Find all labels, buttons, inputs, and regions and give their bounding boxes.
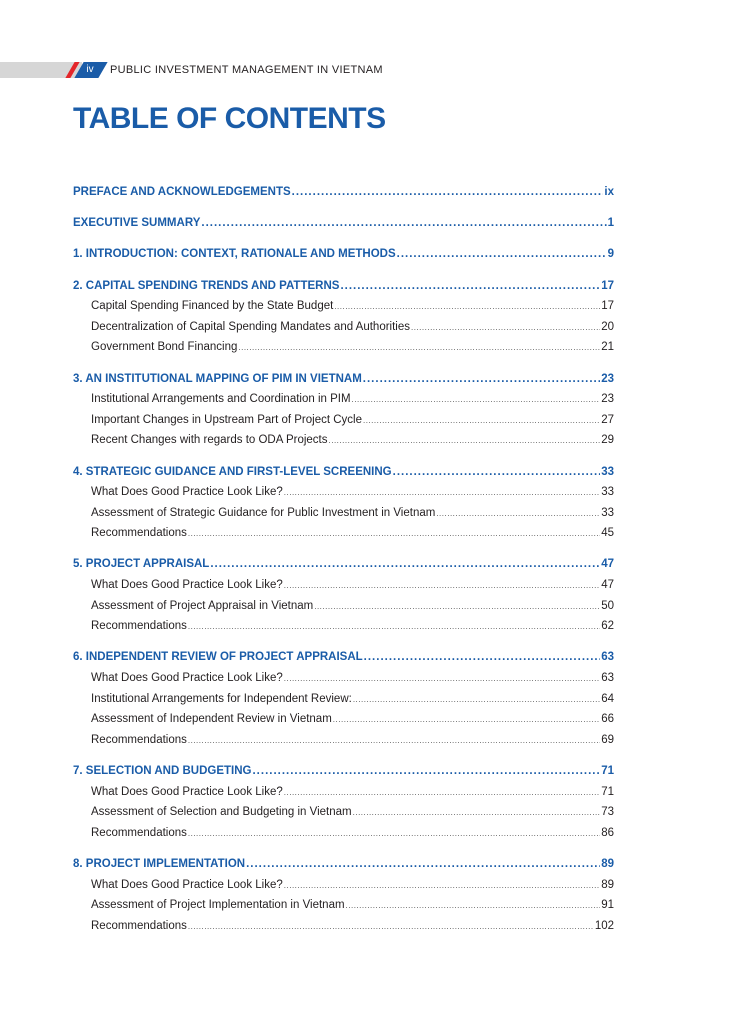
toc-section-entry[interactable] [73, 827, 614, 848]
toc-chapter-entry-label: 8. PROJECT IMPLEMENTATION [73, 857, 246, 870]
toc-chapter-entry-label: 6. INDEPENDENT REVIEW OF PROJECT APPRAISAL [73, 651, 363, 664]
toc-section-entry-page: 27 [601, 413, 614, 426]
toc-section-entry-page: 33 [601, 486, 614, 499]
toc-section-entry[interactable] [73, 920, 614, 941]
toc-section-entry-page: 63 [601, 672, 614, 685]
toc-section-entry[interactable] [73, 672, 614, 693]
toc-section-entry[interactable] [73, 786, 614, 807]
toc-section-entry[interactable] [73, 734, 614, 755]
toc-section-entry-page: 64 [601, 692, 614, 705]
dot-leader [314, 602, 600, 611]
toc-section-entry-label: Recommendations [91, 620, 187, 633]
toc-chapter-entry-label: 4. STRATEGIC GUIDANCE AND FIRST-LEVEL SCREENING [73, 465, 392, 478]
dot-leader [284, 581, 600, 590]
toc-section-entry-label: Recommendations [91, 527, 187, 540]
toc-chapter-entry-page: 1 [607, 217, 614, 230]
dot-leader [397, 248, 607, 260]
toc-section-entry[interactable] [73, 527, 614, 548]
toc-chapter-entry[interactable] [73, 373, 614, 394]
toc-section-entry[interactable] [73, 414, 614, 435]
toc-section-entry-label: What Does Good Practice Look Like? [91, 878, 283, 891]
toc-section-entry-page: 33 [601, 506, 614, 519]
dot-leader [252, 765, 600, 777]
toc-section-entry-label: Institutional Arrangements for Independent Review: [91, 692, 352, 705]
toc-section-entry-label: Important Changes in Upstream Part of Project Cycle [91, 413, 363, 426]
toc-section-entry-page: 62 [601, 620, 614, 633]
toc-chapter-entry[interactable] [73, 248, 614, 269]
toc-chapter-entry[interactable] [73, 651, 614, 672]
toc-section-entry-page: 69 [601, 733, 614, 746]
toc-chapter-entry-label: EXECUTIVE SUMMARY [73, 217, 201, 230]
toc-section-entry-label: Institutional Arrangements and Coordination in PIM [91, 393, 351, 406]
toc-section-entry-page: 23 [601, 393, 614, 406]
toc-chapter-entry-label: 2. CAPITAL SPENDING TRENDS AND PATTERNS [73, 279, 340, 292]
toc-section-entry-label: What Does Good Practice Look Like? [91, 579, 283, 592]
toc-section-entry-page: 86 [601, 826, 614, 839]
toc-chapter-entry-page: ix [604, 186, 614, 198]
toc-section-entry[interactable] [73, 600, 614, 621]
toc-section-entry-label: Assessment of Independent Review in Vietnam [91, 713, 332, 726]
toc-chapter-entry-page: 63 [601, 651, 614, 664]
dot-leader [284, 488, 600, 497]
dot-leader [329, 436, 601, 445]
toc-section-entry-label: Recommendations [91, 826, 187, 839]
toc-section-entry-label: What Does Good Practice Look Like? [91, 672, 283, 685]
page-title: TABLE OF CONTENTS [73, 102, 386, 135]
dot-leader [210, 558, 600, 570]
toc-chapter-entry[interactable] [73, 186, 614, 207]
dot-leader [436, 509, 600, 518]
toc-section-entry-label: Assessment of Project Appraisal in Vietnam [91, 599, 314, 612]
toc-section-entry-label: Government Bond Financing [91, 341, 238, 354]
toc-section-entry-label: Capital Spending Financed by the State Budget [91, 300, 334, 313]
toc-section-entry[interactable] [73, 300, 614, 321]
toc-chapter-entry-page: 23 [601, 372, 614, 385]
toc-section-entry-page: 102 [594, 919, 614, 932]
toc-section-entry-label: Assessment of Strategic Guidance for Public Investment in Vietnam [91, 506, 436, 519]
toc-chapter-entry[interactable] [73, 558, 614, 579]
toc-section-entry-page: 91 [601, 899, 614, 912]
toc-chapter-entry[interactable] [73, 466, 614, 487]
dot-leader [188, 829, 600, 838]
dot-leader [188, 736, 600, 745]
toc-section-entry-page: 71 [601, 785, 614, 798]
toc-section-entry[interactable] [73, 341, 614, 362]
toc-section-entry[interactable] [73, 393, 614, 414]
toc-section-entry-page: 66 [601, 713, 614, 726]
toc-section-entry-label: Decentralization of Capital Spending Mandates and Authorities [91, 320, 411, 333]
toc-chapter-entry[interactable] [73, 217, 614, 238]
dot-leader [201, 217, 606, 229]
toc-section-entry-page: 47 [601, 579, 614, 592]
toc-section-entry-page: 89 [601, 878, 614, 891]
dot-leader [411, 323, 600, 332]
toc-chapter-entry-page: 71 [601, 765, 614, 777]
running-title: PUBLIC INVESTMENT MANAGEMENT IN VIETNAM [110, 64, 383, 76]
toc-section-entry-label: What Does Good Practice Look Like? [91, 785, 283, 798]
dot-leader [188, 922, 594, 931]
toc-section-entry[interactable] [73, 579, 614, 600]
toc-section-entry-page: 20 [601, 320, 614, 333]
table-of-contents [73, 186, 614, 940]
toc-chapter-entry-page: 89 [601, 857, 614, 870]
dot-leader [346, 901, 601, 910]
toc-section-entry-page: 29 [601, 434, 614, 447]
toc-section-entry-label: Recommendations [91, 919, 187, 932]
toc-section-entry[interactable] [73, 879, 614, 900]
toc-section-entry-page: 73 [601, 806, 614, 819]
dot-leader [284, 881, 600, 890]
dot-leader [393, 466, 601, 478]
toc-section-entry[interactable] [73, 806, 614, 827]
dot-leader [353, 808, 601, 817]
toc-chapter-entry-page: 47 [601, 558, 614, 571]
dot-leader [284, 788, 600, 797]
toc-chapter-entry[interactable] [73, 280, 614, 301]
page-number: iv [86, 64, 94, 75]
toc-chapter-entry[interactable] [73, 765, 614, 786]
toc-section-entry-page: 45 [601, 527, 614, 540]
toc-chapter-entry-label: 1. INTRODUCTION: CONTEXT, RATIONALE AND METHODS [73, 248, 396, 261]
toc-chapter-entry-label: 3. AN INSTITUTIONAL MAPPING OF PIM IN VIETNAM [73, 372, 362, 385]
toc-chapter-entry-page: 17 [601, 279, 614, 292]
toc-chapter-entry-label: 7. SELECTION AND BUDGETING [73, 765, 252, 777]
dot-leader [188, 622, 600, 631]
toc-section-entry-label: Assessment of Project Implementation in Vietnam [91, 899, 345, 912]
dot-leader [292, 186, 604, 198]
toc-section-entry-label: Recommendations [91, 733, 187, 746]
toc-section-entry-page: 17 [601, 300, 614, 313]
toc-chapter-entry-page: 33 [601, 465, 614, 478]
dot-leader [363, 416, 600, 425]
dot-leader [334, 302, 600, 311]
dot-leader [364, 651, 601, 663]
dot-leader [188, 529, 600, 538]
toc-section-entry-label: What Does Good Practice Look Like? [91, 486, 283, 499]
dot-leader [352, 395, 601, 404]
toc-section-entry-page: 21 [601, 341, 614, 354]
toc-section-entry[interactable] [73, 899, 614, 920]
toc-chapter-entry[interactable] [73, 858, 614, 879]
toc-section-entry-page: 50 [601, 599, 614, 612]
dot-leader [353, 695, 600, 704]
dot-leader [333, 715, 600, 724]
toc-chapter-entry-page: 9 [607, 248, 614, 261]
toc-section-entry[interactable] [73, 507, 614, 528]
toc-chapter-entry-label: PREFACE AND ACKNOWLEDGEMENTS [73, 186, 291, 198]
toc-section-entry[interactable] [73, 620, 614, 641]
toc-section-entry[interactable] [73, 693, 614, 714]
toc-section-entry-label: Assessment of Selection and Budgeting in Vietnam [91, 806, 352, 819]
toc-chapter-entry-label: 5. PROJECT APPRAISAL [73, 558, 210, 571]
dot-leader [238, 343, 600, 352]
dot-leader [363, 373, 600, 385]
dot-leader [284, 674, 600, 683]
toc-section-entry[interactable] [73, 713, 614, 734]
toc-section-entry[interactable] [73, 434, 614, 455]
toc-section-entry[interactable] [73, 321, 614, 342]
dot-leader [340, 280, 600, 292]
toc-section-entry-label: Recent Changes with regards to ODA Projects [91, 434, 328, 447]
dot-leader [246, 858, 600, 870]
toc-section-entry[interactable] [73, 486, 614, 507]
